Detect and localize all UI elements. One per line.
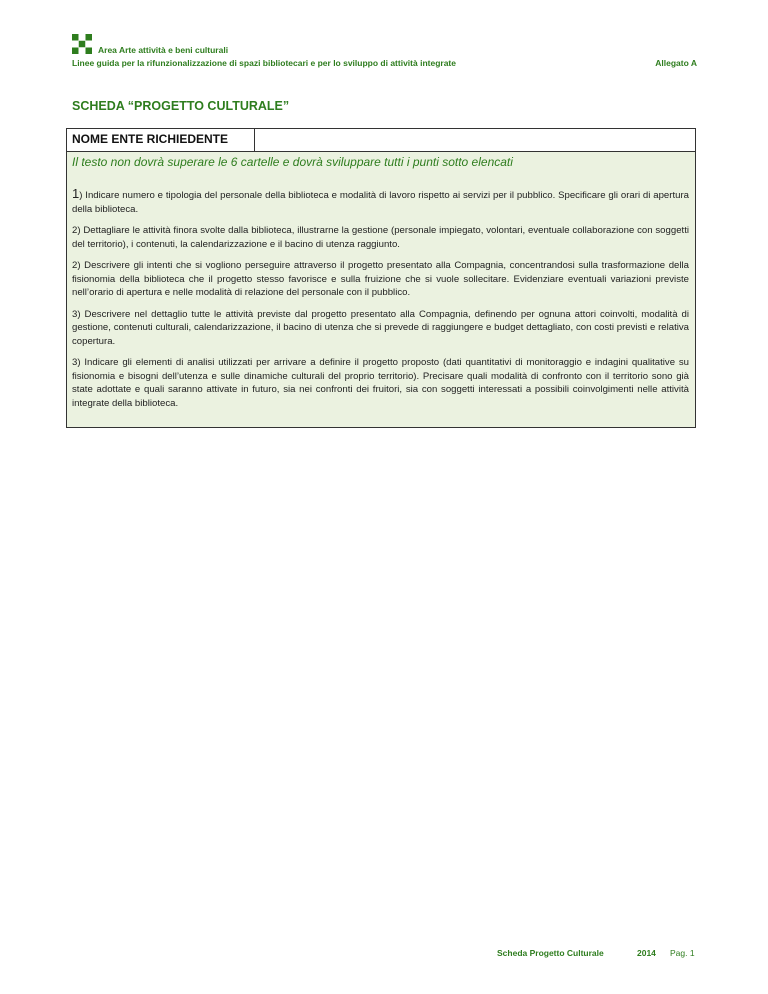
point-number: 1	[72, 186, 80, 201]
point-number: 2	[72, 225, 78, 236]
point-text: ) Indicare numero e tipologia del personale della biblioteca e modalità di lavoro rispetto ai servizi per il pubblico. Specificare gli orari di apertura della biblioteca.	[72, 190, 689, 215]
header-subtitle: Linee guida per la rifunzionalizzazione di spazi bibliotecari e per lo sviluppo di attività integrate	[72, 58, 456, 68]
point-number: 2	[72, 260, 78, 271]
section-title: SCHEDA “PROGETTO CULTURALE”	[72, 99, 290, 113]
attachment-label: Allegato A	[655, 58, 697, 68]
applicant-name-row	[67, 129, 695, 152]
point-text: ) Descrivere nel dettaglio tutte le attività previste dal progetto presentato alla Compagnia, definendo per ognuna attori coinvolti, modalità di gestione, contenuti culturali, calendarizzazione, il bacino di utenza che si prevede di raggiungere e budget dettagliato, con costi previsti e relativa copertura.	[72, 308, 689, 347]
point-text: ) Indicare gli elementi di analisi utilizzati per arrivare a definire il progetto proposto (dati quantitativi di monitoraggio e indagini qualitative su fisionomia e bisogni dell’utenza e sulle dinamiche culturali del proprio territorio). Precisare quali modalità di confronto con il territorio sono già state adottate e quali saranno attivate in futuro, sia nei confronti dei fruitori, sia con soggetti interessati a possibili coinvolgimenti nelle attività integrate della biblioteca.	[72, 357, 689, 409]
applicant-name-label: NOME ENTE RICHIEDENTE	[67, 129, 255, 151]
footer-doc-name: Scheda Progetto Culturale	[497, 948, 604, 958]
point-item	[72, 187, 689, 216]
footer-year: 2014	[637, 948, 656, 958]
point-item	[72, 224, 689, 251]
point-item	[72, 308, 689, 349]
point-number: 3	[72, 357, 78, 368]
project-form	[66, 128, 696, 428]
green-checker-logo-icon	[72, 34, 92, 54]
point-text: ) Descrivere gli intenti che si vogliono perseguire attraverso il progetto presentato alla Compagnia, concentrandosi sulla trasformazione della fisionomia della biblioteca che il progetto stesso favorisce e sulla fruizione che si vuole sollecitare. Evidenziare eventuali variazioni previste nell’orario di apertura e nelle modalità di relazione del personale con il pubblico.	[72, 260, 689, 298]
form-instruction: Il testo non dovrà superare le 6 cartelle e dovrà sviluppare tutti i punti sotto elencati	[72, 155, 513, 169]
applicant-name-field[interactable]	[256, 129, 695, 151]
point-text: ) Dettagliare le attività finora svolte dalla biblioteca, illustrarne la gestione (personale impiegato, volontari, eventuale collaborazione con soggetti del territorio), i contenuti, la calendarizzazione e il bacino di utenza raggiunto.	[72, 225, 689, 250]
point-number: 3	[72, 308, 78, 320]
point-item	[72, 356, 689, 410]
points-list	[72, 187, 689, 418]
area-title: Area Arte attività e beni culturali	[98, 45, 229, 55]
point-item	[72, 259, 689, 300]
page-number: Pag. 1	[670, 948, 695, 958]
